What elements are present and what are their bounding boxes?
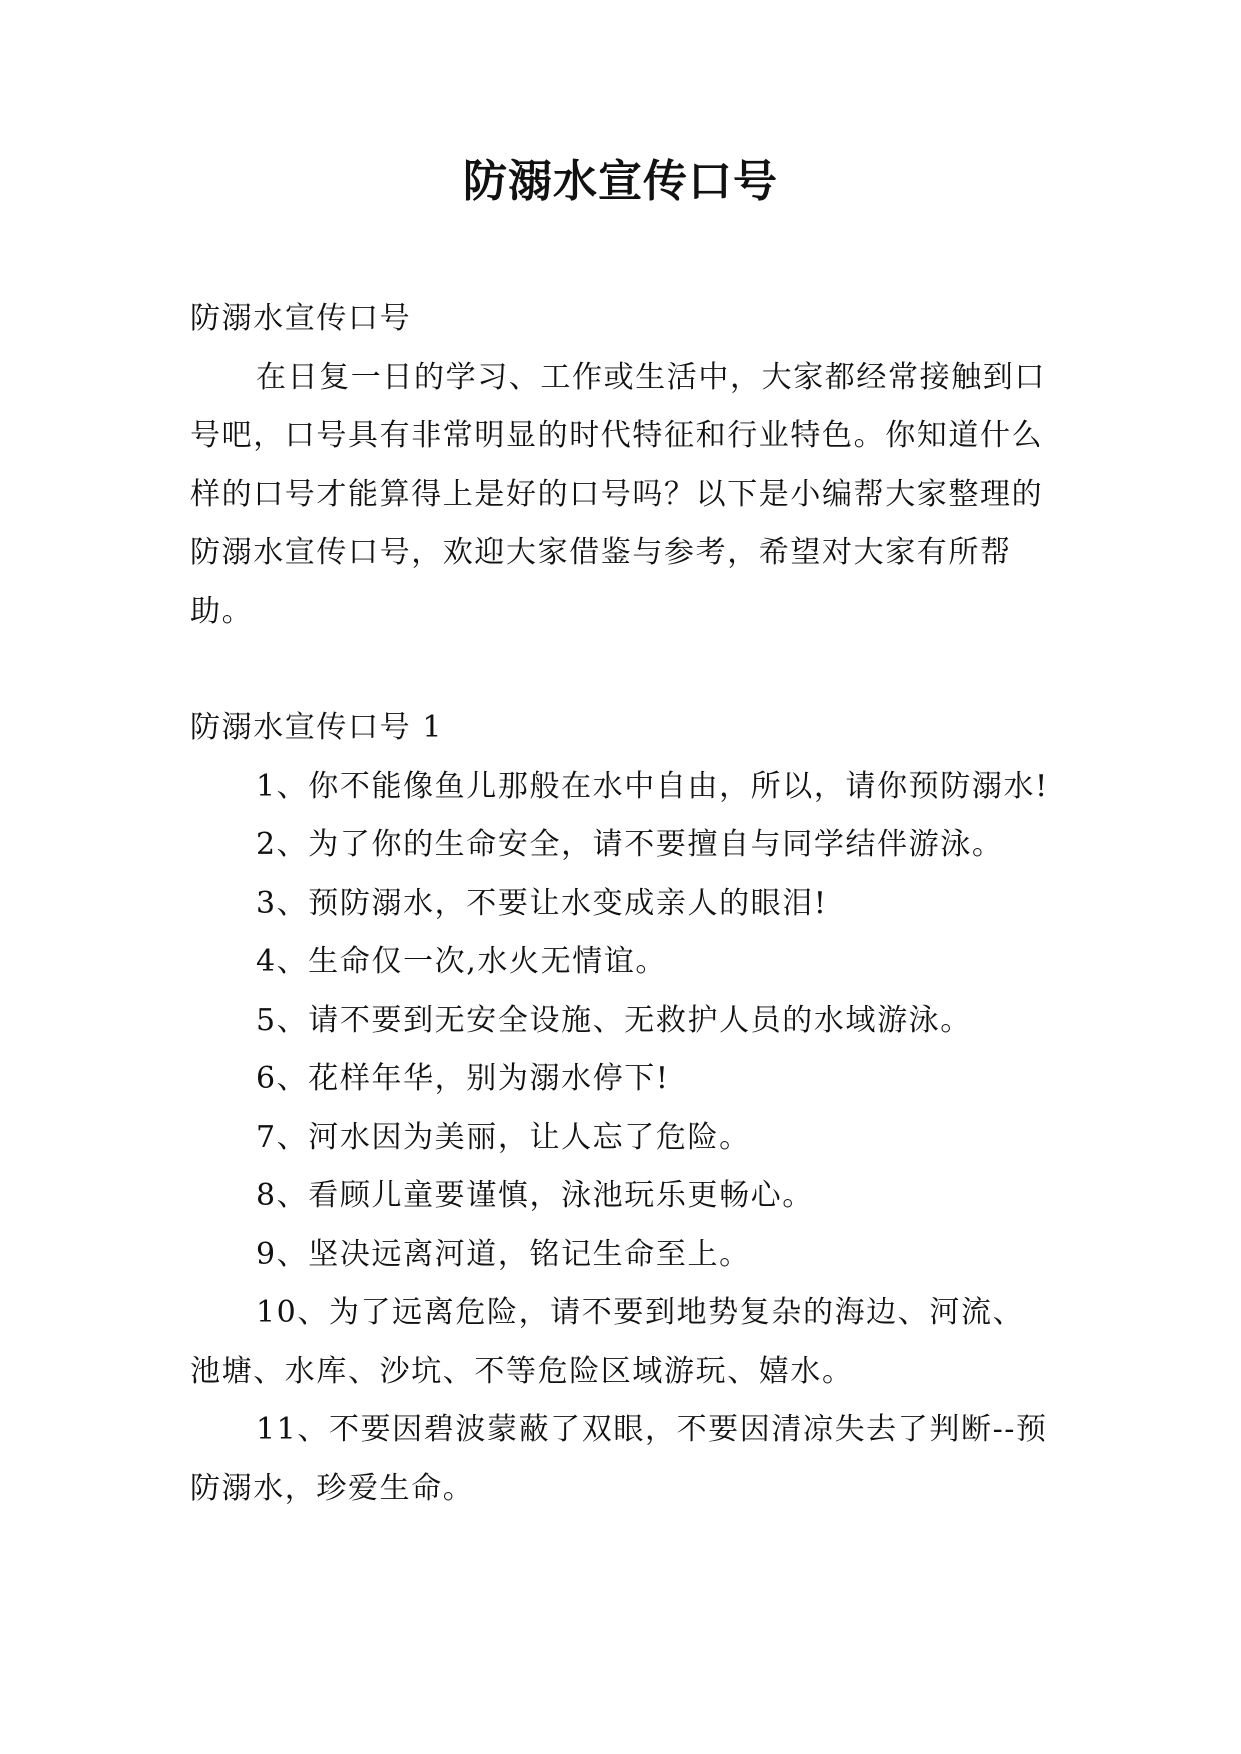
section-heading-1: 防溺水宣传口号 1: [190, 710, 444, 745]
intro-paragraph: 在日复一日的学习、工作或生活中，大家都经常接触到口号吧，口号具有非常明显的时代特征和行业特色。你知道什么样的口号才能算得上是好的口号吗？以下是小编帮大家整理的防溺水宣传口号，欢迎大家借鉴与参考，希望对大家有所帮助。: [190, 359, 1046, 629]
slogan-item: 10、为了远离危险，请不要到地势复杂的海边、河流、池塘、水库、沙坑、不等危险区域游玩、嬉水。: [190, 1295, 1025, 1389]
document-body: [190, 290, 1050, 1518]
slogan-item: 9、坚决远离河道，铭记生命至上。: [256, 1236, 751, 1272]
slogan-item: 5、请不要到无安全设施、无救护人员的水域游泳。: [256, 1002, 972, 1038]
slogan-item: 1、你不能像鱼儿那般在水中自由，所以，请你预防溺水!: [256, 768, 1049, 804]
section-heading-intro: 防溺水宣传口号: [190, 301, 412, 336]
paragraph-gap: [190, 641, 1050, 699]
slogan-item: 6、花样年华，别为溺水停下!: [256, 1061, 670, 1096]
slogan-item: 2、为了你的生命安全，请不要擅自与同学结伴游泳。: [256, 827, 1004, 862]
slogan-item: 3、预防溺水，不要让水变成亲人的眼泪!: [256, 885, 828, 921]
slogan-item: 4、生命仅一次,水火无情谊。: [256, 944, 668, 979]
slogan-item: 7、河水因为美丽，让人忘了危险。: [256, 1119, 751, 1155]
document-title: 防溺水宣传口号: [463, 156, 778, 207]
slogan-item: 11、不要因碧波蒙蔽了双眼，不要因清凉失去了判断--预防溺水，珍爱生命。: [190, 1412, 1048, 1506]
slogan-item: 8、看顾儿童要谨慎，泳池玩乐更畅心。: [256, 1178, 814, 1213]
